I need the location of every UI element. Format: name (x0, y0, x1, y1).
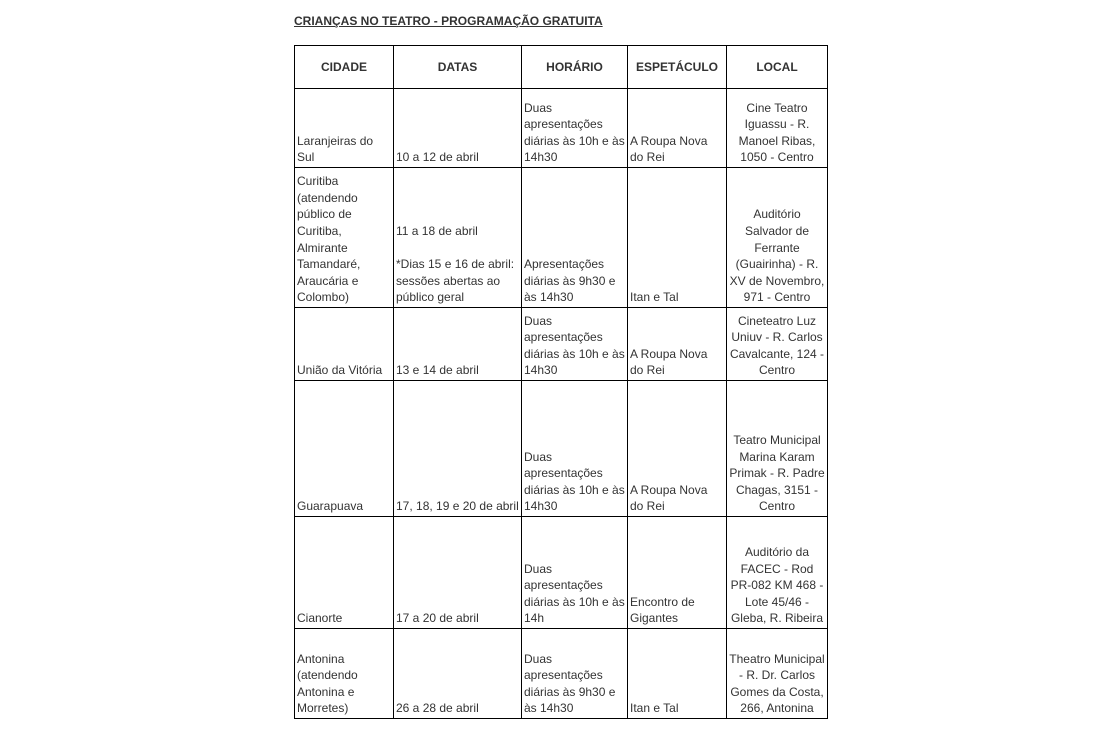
cell-espetaculo: Itan e Tal (628, 629, 727, 719)
header-local: LOCAL (727, 46, 828, 89)
cell-espetaculo: A Roupa Nova do Rei (628, 308, 727, 381)
header-cidade: CIDADE (295, 46, 394, 89)
cell-horario: Duas apresentações diárias às 9h30 e às 14h30 (522, 629, 628, 719)
cell-local: Cine Teatro Iguassu - R. Manoel Ribas, 1050 - Centro (727, 89, 828, 168)
schedule-table (294, 45, 828, 719)
header-row (295, 46, 828, 89)
header-datas: DATAS (394, 46, 522, 89)
cell-datas: 17, 18, 19 e 20 de abril (394, 381, 522, 517)
cell-cidade: Antonina (atendendo Antonina e Morretes) (295, 629, 394, 719)
cell-datas-range: 11 a 18 de abril (396, 224, 478, 239)
cell-datas: 17 a 20 de abril (394, 517, 522, 629)
table-row (295, 381, 828, 517)
cell-datas-gap (396, 240, 519, 257)
cell-local: Teatro Municipal Marina Karam Primak - R. Padre Chagas, 3151 - Centro (727, 381, 828, 517)
cell-datas: 26 a 28 de abril (394, 629, 522, 719)
cell-cidade: Curitiba (atendendo público de Curitiba, Almirante Tamandaré, Araucária e Colombo) (295, 168, 394, 308)
cell-espetaculo: Encontro de Gigantes (628, 517, 727, 629)
header-horario: HORÁRIO (522, 46, 628, 89)
cell-datas: 10 a 12 de abril (394, 89, 522, 168)
cell-horario: Duas apresentações diárias às 10h e às 14h30 (522, 381, 628, 517)
table-row (295, 517, 828, 629)
cell-cidade: Laranjeiras do Sul (295, 89, 394, 168)
cell-datas (394, 168, 522, 308)
cell-horario: Apresentações diárias às 9h30 e às 14h30 (522, 168, 628, 308)
cell-local: Auditório Salvador de Ferrante (Guairinha) - R. XV de Novembro, 971 - Centro (727, 168, 828, 308)
table-row (295, 629, 828, 719)
cell-horario: Duas apresentações diárias às 10h e às 14h30 (522, 89, 628, 168)
cell-cidade: Cianorte (295, 517, 394, 629)
cell-datas-note: *Dias 15 e 16 de abril: sessões abertas ao público geral (396, 257, 515, 305)
cell-local: Auditório da FACEC - Rod PR-082 KM 468 - Lote 45/46 - Gleba, R. Ribeira (727, 517, 828, 629)
table-row (295, 168, 828, 308)
table-row (295, 89, 828, 168)
cell-local: Theatro Municipal - R. Dr. Carlos Gomes da Costa, 266, Antonina (727, 629, 828, 719)
cell-datas: 13 e 14 de abril (394, 308, 522, 381)
cell-espetaculo: Itan e Tal (628, 168, 727, 308)
cell-horario: Duas apresentações diárias às 10h e às 14h (522, 517, 628, 629)
cell-espetaculo: A Roupa Nova do Rei (628, 381, 727, 517)
table-row (295, 308, 828, 381)
cell-horario: Duas apresentações diárias às 10h e às 14h30 (522, 308, 628, 381)
cell-cidade: União da Vitória (295, 308, 394, 381)
page-title: CRIANÇAS NO TEATRO - PROGRAMAÇÃO GRATUITA (294, 14, 603, 28)
cell-espetaculo: A Roupa Nova do Rei (628, 89, 727, 168)
header-espetaculo: ESPETÁCULO (628, 46, 727, 89)
cell-cidade: Guarapuava (295, 381, 394, 517)
cell-local: Cineteatro Luz Uniuv - R. Carlos Cavalcante, 124 - Centro (727, 308, 828, 381)
